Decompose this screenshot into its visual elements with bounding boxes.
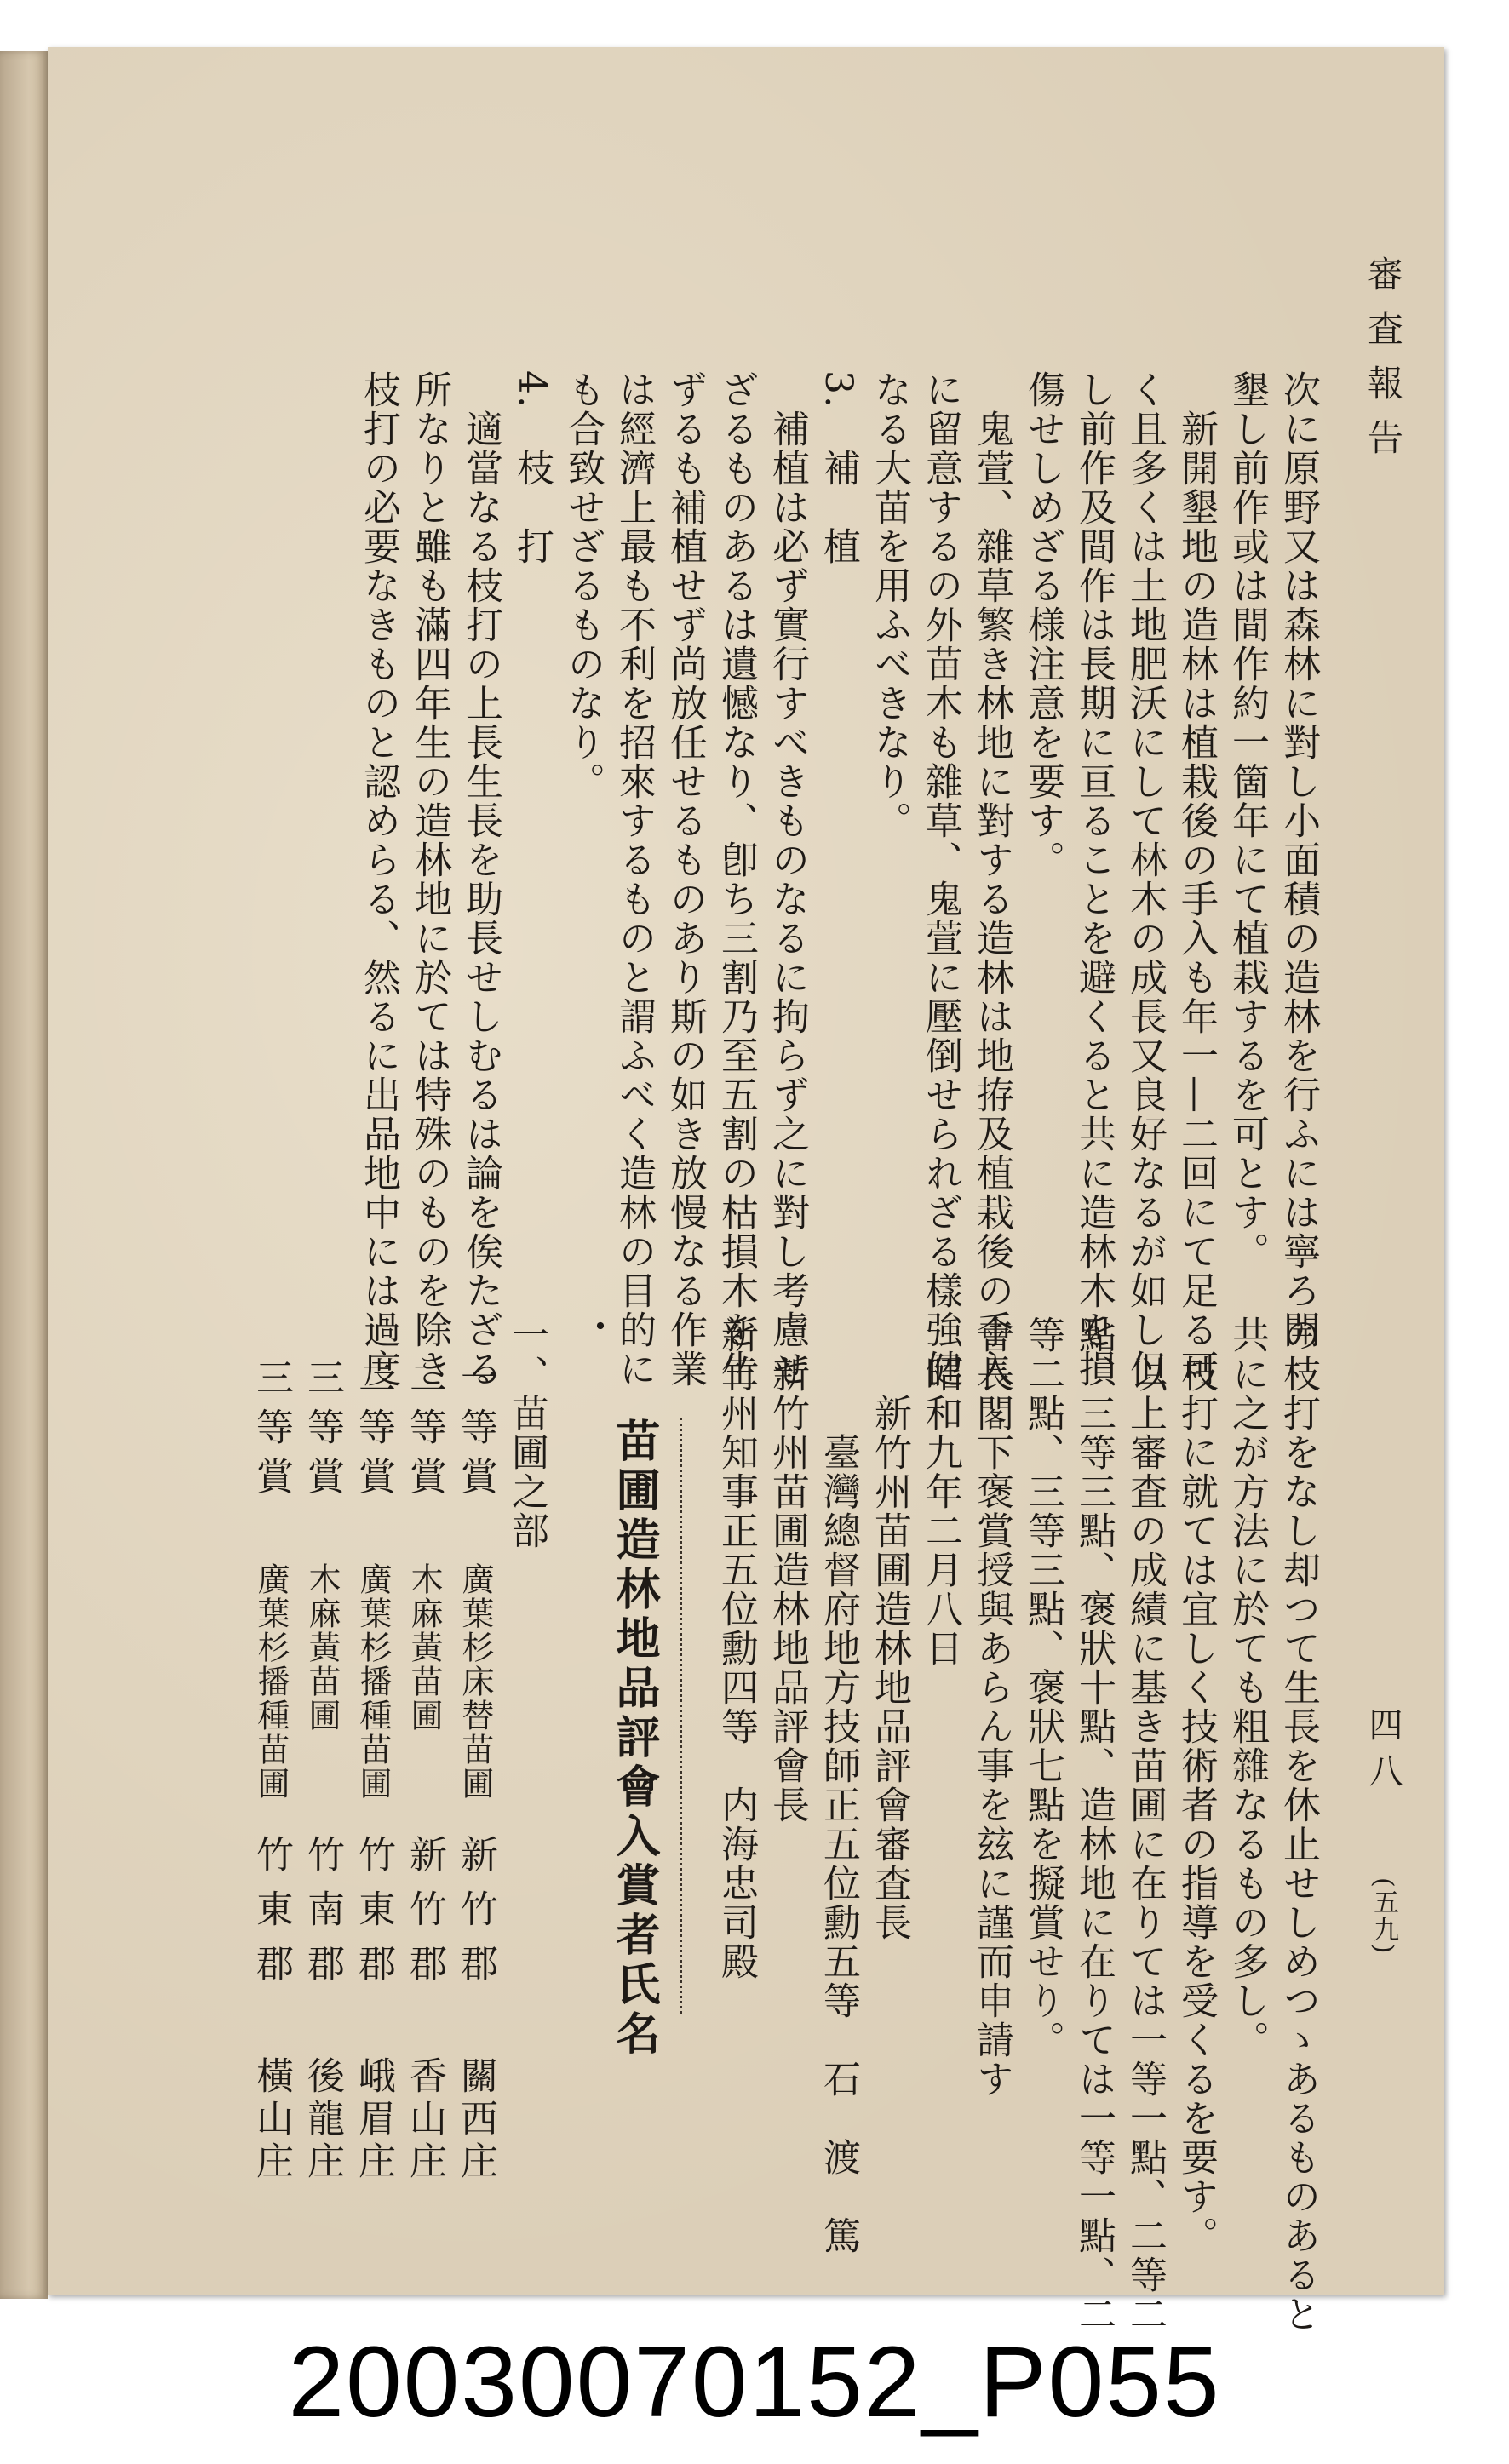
page-number-alt: (五九): [1368, 1877, 1398, 1956]
text-column: 會長閣下褒賞授與あらん事を玆に謹而申請す: [970, 1315, 1013, 2099]
running-title: 審査報告: [1363, 255, 1404, 473]
text-column: 點、三等三點、褒狀十點、造林地に在りては一等一點、二: [1072, 1315, 1116, 2334]
award-nursery: 廣葉杉床替苗圃: [456, 1562, 494, 1801]
award-district: 竹東郡: [352, 1835, 395, 1998]
award-village: 後龍庄: [301, 2056, 344, 2184]
addressee-name: 新竹州知事正五位勳四等 内海忠司殿: [714, 1315, 758, 1981]
text-column: ざるものあるは遺憾なり、卽ち三割乃至五割の枯損木を生: [714, 370, 758, 1389]
text-column: 以上審査の成績に基き苗圃に在りては一等一點、二等二: [1123, 1315, 1167, 2334]
text-column: の枝打をなし却つて生長を休止せしめつゝあるものあると: [1277, 1315, 1320, 2334]
award-nursery: 木麻黃苗圃: [405, 1562, 443, 1733]
award-village: 關西庄: [454, 2056, 497, 2184]
text-column: 適當なる枝打の上長生長を助長せしむるは論を俟たざる: [459, 370, 502, 1389]
text-column: は經濟上最も不利を招來するものと謂ふべく造林の目的に: [612, 370, 656, 1389]
award-district: 新竹郡: [454, 1835, 497, 1998]
text-column: も合致せざるものなり。: [561, 370, 605, 801]
award-rank: 三等賞: [250, 1358, 293, 1506]
text-column: 新開墾地の造林は植栽後の手入も年一—二回にて足る可: [1174, 370, 1218, 1389]
text-column: に留意するの外苗木も雜草、鬼萱に壓倒せられざる樣強健: [919, 370, 962, 1389]
award-village: 橫山庄: [250, 2056, 293, 2184]
text-column: 補植は必ず實行すべきものなるに拘らず之に對し考慮せ: [766, 370, 809, 1389]
subsection-title: 一、苗圃之部: [505, 1315, 548, 1550]
award-rank: 三等賞: [301, 1358, 344, 1506]
section-heading: 4. 枝 打: [510, 370, 554, 566]
text-column: 墾し前作或は間作約一箇年にて植栽するを可とす。: [1225, 370, 1269, 1271]
text-column: く且多くは土地肥沃にして林木の成長又良好なるが如し但: [1123, 370, 1167, 1389]
signature-title: 新竹州苗圃造林地品評會審査長: [868, 1315, 911, 1942]
book-page: [48, 47, 1444, 2334]
award-nursery: 廣葉杉播種苗圃: [252, 1562, 290, 1801]
text-column: し前作及間作は長期に亘ることを避くると共に造林木を損: [1072, 370, 1116, 1389]
text-column: 枝打に就ては宜しく技術者の指導を受くるを要す。: [1174, 1315, 1218, 2255]
award-nursery: 木麻黃苗圃: [303, 1562, 341, 1733]
decorative-rule: [680, 1418, 692, 2014]
text-column: 枝打の必要なきものと認めらる、然るに出品地中には過度: [357, 370, 400, 1389]
text-column: 等二點、三等三點、褒狀七點を擬賞せり。: [1021, 1315, 1064, 2060]
addressee-title: 新竹州苗圃造林地品評會長: [766, 1315, 809, 1825]
award-village: 峨眉庄: [352, 2056, 395, 2184]
book-spine-shadow: [0, 51, 48, 2299]
award-rank: 二等賞: [403, 1358, 446, 1506]
award-district: 新竹郡: [403, 1835, 446, 1998]
award-rank: 一等賞: [454, 1358, 497, 1506]
signature-name: 臺灣總督府地方技師正五位勳五等 石 渡 篤: [817, 1315, 860, 2255]
award-rank: 二等賞: [352, 1358, 395, 1506]
date-line: 昭和九年二月八日: [919, 1315, 962, 1668]
section-heading: 3. 補 植: [817, 370, 860, 566]
text-column: 共に之が方法に於ても粗雜なるもの多し。: [1225, 1315, 1269, 2060]
award-village: 香山庄: [403, 2056, 446, 2184]
text-column: 所なりと雖も滿四年生の造林地に於ては特殊のものを除き: [408, 370, 451, 1389]
section-title: 苗圃造林地品評會入賞者氏名: [608, 1418, 660, 2060]
text-column: ずるも補植せず尚放任せるものあり斯の如き放慢なる作業: [663, 370, 707, 1389]
award-district: 竹東郡: [250, 1835, 293, 1998]
text-column: 傷せしめざる様注意を要す。: [1021, 370, 1064, 880]
text-column: 鬼萱、雜草繁き林地に對する造林は地拵及植栽後の手入: [970, 370, 1013, 1389]
award-district: 竹南郡: [301, 1835, 344, 1998]
archive-caption: 20030070152_P055: [288, 2326, 1221, 2438]
page-number: 四八: [1363, 1707, 1403, 1799]
award-nursery: 廣葉杉播種苗圃: [354, 1562, 392, 1801]
section-bullet: ・: [575, 1307, 618, 1346]
text-column: なる大苗を用ふべきなり。: [868, 370, 911, 840]
text-column: 次に原野又は森林に對し小面積の造林を行ふには寧ろ開: [1277, 370, 1320, 1349]
